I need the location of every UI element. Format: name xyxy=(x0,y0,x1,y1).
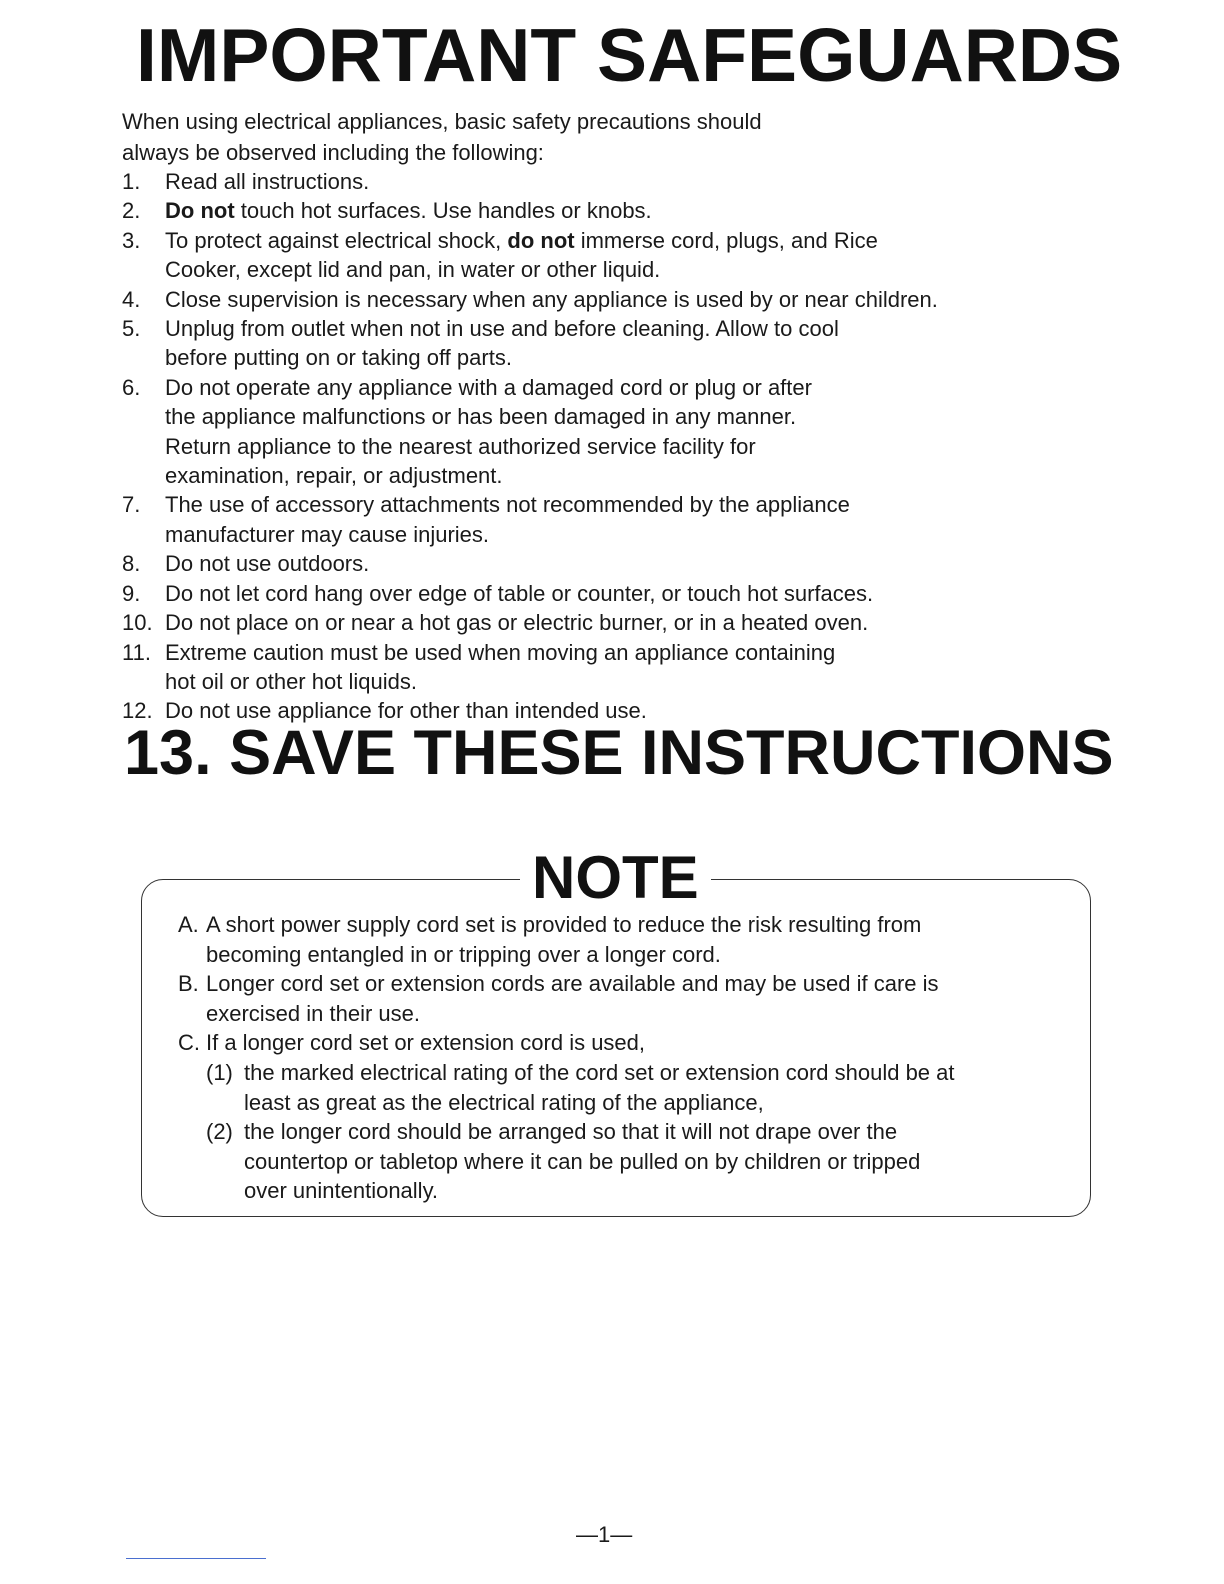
note-text: exercised in their use. xyxy=(206,1000,420,1026)
note-text: countertop or tabletop where it can be pulled on by children or tripped xyxy=(244,1148,921,1174)
list-item xyxy=(122,226,1082,285)
item-number: 4. xyxy=(122,286,141,312)
item-pre-text: To protect against electrical shock, xyxy=(165,227,508,253)
item-text: Close supervision is necessary when any appliance is used by or near children. xyxy=(165,286,938,312)
list-item xyxy=(122,373,1082,491)
page-number: —1— xyxy=(576,1522,633,1547)
list-item xyxy=(122,285,1082,314)
note-sub-item-1 xyxy=(206,1058,1068,1117)
item-rest-text: touch hot surfaces. Use handles or knobs. xyxy=(234,198,652,224)
note-text: becoming entangled in or tripping over a longer cord. xyxy=(206,941,721,967)
note-item-a xyxy=(178,910,1068,969)
item-text: The use of accessory attachments not recommended by the appliance xyxy=(165,492,850,518)
list-item xyxy=(122,638,1082,697)
note-text: A short power supply cord set is provided to reduce the risk resulting from xyxy=(206,912,922,937)
note-letter: B. xyxy=(178,971,199,997)
item-number: 2. xyxy=(122,198,141,224)
item-text: manufacturer may cause injuries. xyxy=(165,521,490,547)
note-letter: A. xyxy=(178,912,199,937)
note-text: the longer cord should be arranged so that it will not drape over the xyxy=(244,1119,898,1145)
item-text: examination, repair, or adjustment. xyxy=(165,463,503,489)
note-sub-item-2 xyxy=(206,1117,1068,1206)
item-text: Return appliance to the nearest authorized service facility for xyxy=(165,433,756,459)
item-number: 9. xyxy=(122,580,141,606)
item-number: 10. xyxy=(122,610,153,636)
intro-line-2: always be observed including the following: xyxy=(122,140,544,165)
item-text: Do not use appliance for other than intended use. xyxy=(165,698,647,724)
item-text xyxy=(165,196,652,225)
footer-rule xyxy=(126,1558,266,1559)
note-item-b xyxy=(178,969,1068,1028)
item-text: before putting on or taking off parts. xyxy=(165,345,512,371)
item-text xyxy=(165,226,878,255)
note-item-c xyxy=(178,1028,1068,1058)
note-letter: C. xyxy=(178,1030,200,1056)
item-number: 11. xyxy=(122,639,151,665)
item-text: Do not let cord hang over edge of table or counter, or touch hot surfaces. xyxy=(165,580,874,606)
note-sub-number: (1) xyxy=(206,1059,233,1085)
item-bold-text: Do not xyxy=(165,198,235,224)
page-title: IMPORTANT SAFEGUARDS xyxy=(136,13,1123,97)
note-sub-number: (2) xyxy=(206,1119,233,1145)
item-number: 7. xyxy=(122,492,141,518)
list-item xyxy=(122,579,1082,608)
item-text-line-2: Cooker, except lid and pan, in water or other liquid. xyxy=(165,257,661,283)
item-text: hot oil or other hot liquids. xyxy=(165,668,417,694)
list-item xyxy=(122,196,1082,225)
item-text: Do not place on or near a hot gas or electric burner, or in a heated oven. xyxy=(165,610,869,636)
item-number: 6. xyxy=(122,374,141,400)
note-text: the marked electrical rating of the cord set or extension cord should be at xyxy=(244,1059,955,1085)
item-bold-text: do not xyxy=(507,227,575,253)
list-item xyxy=(122,314,1082,373)
item-post-text: immerse cord, plugs, and Rice xyxy=(574,227,878,253)
list-item xyxy=(122,608,1082,637)
item-number: 12. xyxy=(122,698,153,724)
save-instructions-heading: 13. SAVE THESE INSTRUCTIONS xyxy=(124,718,1114,788)
list-item xyxy=(122,490,1082,549)
item-number: 3. xyxy=(122,227,141,253)
item-number: 8. xyxy=(122,551,141,577)
list-item xyxy=(122,167,1082,196)
note-text: If a longer cord set or extension cord is used, xyxy=(206,1030,646,1056)
item-text: Do not use outdoors. xyxy=(165,551,370,577)
item-text: Extreme caution must be used when moving an appliance containing xyxy=(165,639,836,665)
note-text: over unintentionally. xyxy=(244,1178,439,1204)
safeguards-list xyxy=(122,167,1082,726)
item-text: the appliance malfunctions or has been damaged in any manner. xyxy=(165,404,797,430)
item-text: Read all instructions. xyxy=(165,169,370,194)
note-text: least as great as the electrical rating of the appliance, xyxy=(244,1089,764,1115)
item-text: Unplug from outlet when not in use and before cleaning. Allow to cool xyxy=(165,316,839,342)
intro-line-1: When using electrical appliances, basic safety precautions should xyxy=(122,109,762,134)
intro-paragraph xyxy=(122,106,1022,168)
item-text: Do not operate any appliance with a damaged cord or plug or after xyxy=(165,374,812,400)
note-title: NOTE xyxy=(520,848,711,908)
item-number: 1. xyxy=(122,169,141,194)
item-number: 5. xyxy=(122,316,141,342)
list-item xyxy=(122,549,1082,578)
note-text: Longer cord set or extension cords are available and may be used if care is xyxy=(206,971,939,997)
note-content xyxy=(178,910,1068,1206)
